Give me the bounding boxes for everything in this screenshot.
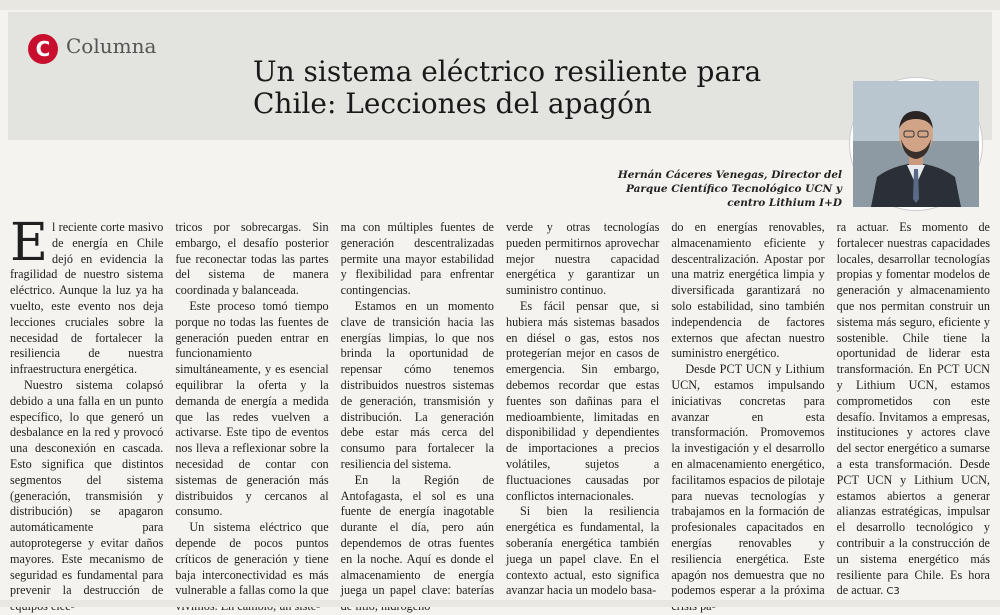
section-label: Columna xyxy=(66,34,157,58)
section-logo-icon: C xyxy=(28,34,58,64)
article-title: Un sistema eléctrico resiliente para Chile: Lecciones del apagón xyxy=(253,55,762,120)
paragraph-text: l reciente corte masivo de energía en Chile dejó en evidencia la fragilidad de nuestro sistema eléctrico. Aunque la luz ya ha vuelto, este evento nos deja lecciones cruciales sobre la necesidad de fortalecer la resiliencia de nuestra infraestructura energética. xyxy=(10,220,164,377)
text-column-2 xyxy=(175,220,328,598)
paragraph: Si bien la resiliencia energética es fundamental, la soberanía energética también juega un papel clave. En el contexto actual, esto significa avanzar hacia un modelo basa- xyxy=(505,504,660,598)
paragraph: do en energías renovables, almacenamiento eficiente y descentralización. Apostar por una matriz energética limpia y diversificada garantizará no solo estabilidad, sino también independencia de factores externos que afectan nuestro suministro energético. xyxy=(671,220,825,361)
paragraph: Este proceso tomó tiempo porque no todas las fuentes de generación pueden entrar en funcionamiento simultáneamente, y es esencial equilibrar la oferta y la demanda de energía a medida que las redes vuelven a activarse. Este tipo de eventos nos lleva a reflexionar sobre la necesidad de contar con sistemas de generación más distribuidos y cercanos al consumo. xyxy=(175,298,329,519)
paragraph: Desde PCT UCN y Lithium UCN, estamos impulsando iniciativas concretas para avanzar en esta transformación. Promovemos la investigación y el desarrollo en almacenamiento energético, facilitamos espacios de pilotaje para nuevas tecnologías y trabajamos en la formación de profesionales capacitados en energías renovables y resiliencia energética. Este apagón nos demuestra que no podemos esperar a la próxima xyxy=(671,362,825,598)
text-column-1 xyxy=(10,213,164,598)
drop-cap: E xyxy=(10,213,48,273)
column-header xyxy=(8,12,992,140)
paragraph xyxy=(837,220,990,600)
author-byline xyxy=(560,168,842,210)
bottom-bar xyxy=(0,600,1000,607)
paragraph: En la Región de Antofagasta, el sol es una fuente de energía inagotable durante el día, pero aún dependemos de otras fuentes en la noche. Aquí es donde el almacenamiento de energía juega un papel clave: baterías xyxy=(340,472,494,598)
byline-line: Parque Científico Tecnológico UCN y xyxy=(625,183,842,195)
author-photo xyxy=(850,78,982,210)
text-column-6 xyxy=(837,220,990,598)
byline-line: centro Lithium I+D xyxy=(727,197,842,209)
text-column-5 xyxy=(671,220,824,598)
paragraph: verde y otras tecnologías pueden permitirnos aprovechar mejor nuestra capacidad energética y garantizar un suministro continuo. xyxy=(505,220,660,298)
text-column-4 xyxy=(506,220,659,598)
paragraph: ma con múltiples fuentes de generación descentralizadas permite una mayor estabilidad y flexibilidad para enfrentar contingencias. xyxy=(340,220,494,298)
paragraph: Nuestro sistema colapsó debido a una falla en un punto específico, lo que generó un desbalance en la red y provocó una desconexión en cascada. Esto significa que distintos segmentos del sistema (generación, transmisión y distribución) se apagaron automáticamente para autoprotegerse y evitar daños mayores. Este mecanismo de seguridad es fundamental para prevenir la destrucción de xyxy=(10,377,164,598)
article-body xyxy=(10,213,990,598)
paragraph: Es fácil pensar que, si hubiera más sistemas basados en diésel o gas, estos nos protegerían mejor en casos de emergencia. Sin embargo, debemos recordar que estas fuentes son dañinas para el medioambiente, limitadas en disponibilidad y dependientes de importaciones a precios volátiles, sujetos a fluctuaciones causadas por conflictos internacionales. xyxy=(505,298,660,503)
paragraph: Un sistema eléctrico que depende de pocos puntos críticos de generación y tiene baja interconectividad es más vulnerable a fallas como la que xyxy=(175,520,329,598)
byline-line: Hernán Cáceres Venegas, Director del xyxy=(617,169,842,181)
paragraph-text: ra actuar. Es momento de fortalecer nuestras capacidades locales, desarrollar tecnologías propias y fomentar modelos de generación y almacenamiento que nos permitan construir un sistema más seguro, eficiente y sostenible. Chile tiene la oportunidad de liderar esta transformación. En PCT UCN y Lithium UCN, estamos comprometidos con este desafío. Invitamos a empresas, instituciones y actores clave del sector energético a sumarse a esta transformación. Desde PCT UCN y Lithium UCN, estamos abiertos a generar alianzas estratégicas, impulsar el desarrollo tecnológico y contribuir a la construcción de un sistema energético más resiliente para Chile. Es hora de actuar. xyxy=(836,220,990,598)
paragraph xyxy=(10,213,164,378)
end-mark-icon: C3 xyxy=(886,586,900,598)
paragraph: Estamos en un momento clave de transición hacia las energías limpias, lo que nos brinda la oportunidad de repensar cómo tenemos distribuidos nuestros sistemas de generación, transmisión y distribución. La generación debe estar más cerca del consumo para fortalecer la resiliencia del sistema. xyxy=(340,298,494,471)
text-column-3 xyxy=(341,220,494,598)
top-bar xyxy=(0,0,1000,10)
paragraph: tricos por sobrecargas. Sin embargo, el desafío posterior fue reconectar todas las partes del sistema de manera coordinada y balanceada. xyxy=(175,220,329,298)
